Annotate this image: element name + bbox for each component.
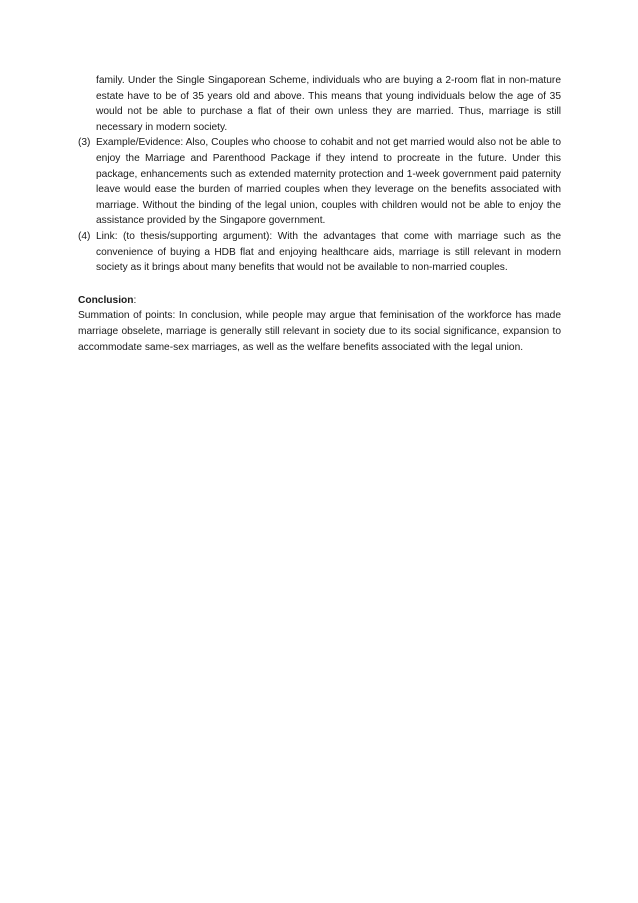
continued-paragraph: family. Under the Single Singaporean Scheme, individuals who are buying a 2-room flat in non-mature estate have to be of 35 years old and above. This means that young individuals below the age of 35 would not be able to purchase a flat of their own unless they are married. Thus, marriage is still necessary in modern society. bbox=[96, 75, 561, 133]
list-item-number: (4) bbox=[78, 230, 91, 242]
conclusion-heading bbox=[78, 293, 561, 309]
list-item-text: Example/Evidence: Also, Couples who choose to cohabit and not get married would also not be able to enjoy the Marriage and Parenthood Package if they intend to procreate in the future. Under this package, enhancements such as extended maternity protection and 1-week government paid paternity leave would ease the burden of married couples when they leverage on the benefits associated with marriage. Without the binding of the legal union, couples with children would not be able to enjoy the assistance provided by the Singapore government. bbox=[96, 137, 561, 227]
list-item-3 bbox=[78, 135, 561, 229]
list-item-4 bbox=[78, 229, 561, 276]
conclusion-paragraph: Summation of points: In conclusion, while people may argue that feminisation of the workforce has made marriage obselete, marriage is generally still relevant in society due to its social significance, expansion to accommodate same-sex marriages, as well as the welfare benefits associated with the legal union. bbox=[78, 310, 561, 353]
list-item-number: (3) bbox=[78, 137, 91, 149]
list-item-text: Link: (to thesis/supporting argument): With the advantages that come with marriage such as the convenience of buying a HDB flat and enjoying healthcare aids, marriage is still relevant in modern society as it brings about many benefits that would not be available to non-married couples. bbox=[96, 230, 561, 274]
document-page bbox=[78, 73, 561, 355]
conclusion-heading-colon: : bbox=[133, 294, 137, 306]
conclusion-heading-text: Conclusion bbox=[78, 294, 134, 306]
